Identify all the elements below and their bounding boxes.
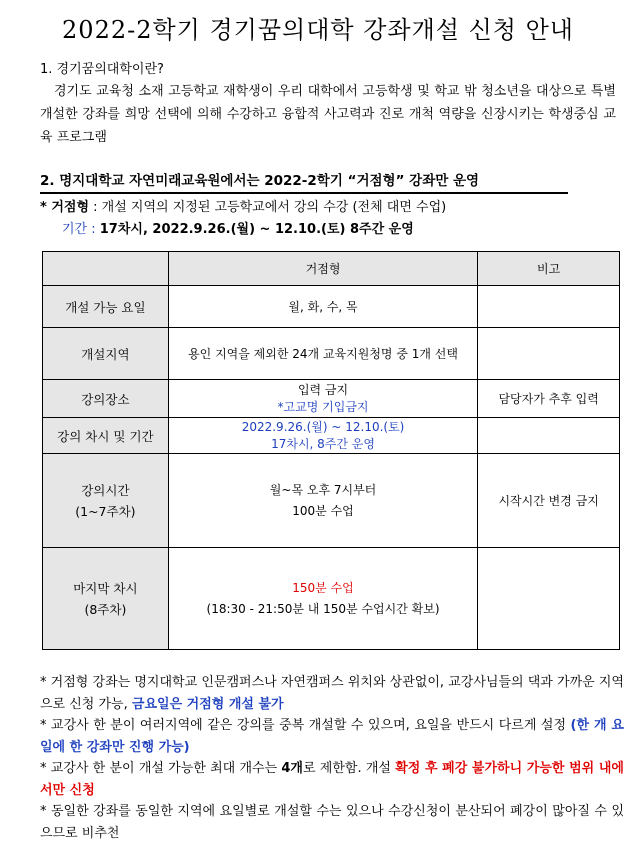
bullet-text: : 개설 지역의 지정된 고등학교에서 강의 수강 (전체 대면 수업) (89, 200, 447, 215)
note-text: * 동일한 강좌를 동일한 지역에 요일별로 개설할 수는 있으나 수강신청이 분산되어 폐강이 많아질 수 있으므로 비추천 (40, 804, 624, 841)
table-header-row (43, 252, 620, 286)
section1-body: 경기도 교육청 소재 고등학교 재학생이 우리 대학에서 고등학생 및 학교 밖 청소년을 대상으로 특별 개설한 강좌를 희망 선택에 의해 수강하고 융합적 사고력과 진로 개척 역량을 신장시키는 학생중심 교육 프로그램 (40, 84, 616, 145)
time-label-line1: 강의시간 (81, 482, 130, 498)
last-value-line2: (18:30 - 21:50분 내 150분 수업시간 확보) (206, 601, 440, 616)
row-value: 월, 화, 수, 목 (168, 286, 477, 328)
table-row (43, 418, 620, 454)
row-note: 시작시간 변경 금지 (478, 454, 620, 548)
time-label-line2: (1~7주차) (75, 503, 136, 519)
notes-list (40, 672, 624, 844)
header-col1: 거점형 (168, 252, 477, 286)
note-text: 로 제한함. 개설 (303, 761, 396, 776)
time-value-line1: 월~목 오후 7시부터 (269, 482, 377, 497)
row-value (168, 418, 477, 454)
row-label: 개설지역 (43, 328, 169, 380)
row-note (478, 418, 620, 454)
table-row (43, 454, 620, 548)
last-value-line1: 150분 수업 (292, 580, 354, 595)
section2-underline (40, 192, 568, 194)
note-emphasis-red: 확정 후 폐강 불가하니 가능한 범위 내에서만 신청 (40, 761, 624, 798)
note-text: * 거점형 강좌는 명지대학교 인문캠퍼스나 자연캠퍼스 위치와 상관없이, 교강사님들의 댁과 가까운 지역으로 신청 가능, (40, 675, 624, 712)
row-label: 개설 가능 요일 (43, 286, 169, 328)
table-row (43, 380, 620, 418)
last-label-line1: 마지막 차시 (73, 580, 138, 596)
row-note (478, 286, 620, 328)
row-value (168, 454, 477, 548)
header-col2: 비고 (478, 252, 620, 286)
table-row (43, 286, 620, 328)
place-value-line2: *고교명 기입금지 (277, 399, 369, 414)
last-label-line2: (8주차) (84, 601, 127, 617)
note-item (40, 801, 624, 844)
period-value: 17차시, 2022.9.26.(월) ~ 12.10.(토) 8주간 운영 (99, 222, 414, 237)
place-value-line1: 입력 금지 (297, 382, 349, 397)
period-line (62, 218, 414, 241)
section2-heading: 2. 명지대학교 자연미래교육원에서는 2022-2학기 “거점형” 강좌만 운영 (40, 173, 480, 189)
bullet-geojeom (40, 196, 446, 219)
note-text: * 교강사 한 분이 개설 가능한 최대 개수는 (40, 761, 282, 776)
row-label (43, 454, 169, 548)
table-row (43, 328, 620, 380)
note-emphasis: 금요일은 거점형 개설 불가 (131, 696, 284, 712)
table-row (43, 548, 620, 650)
course-table (42, 251, 620, 650)
row-note: 담당자가 추후 입력 (478, 380, 620, 418)
row-note (478, 328, 620, 380)
note-item (40, 758, 624, 801)
page-title: 2022-2학기 경기꿈의대학 강좌개설 신청 안내 (62, 16, 574, 44)
row-note (478, 548, 620, 650)
note-item (40, 672, 624, 715)
row-label (43, 548, 169, 650)
note-text: * 교강사 한 분이 여러지역에 같은 강의를 중복 개설할 수 있으며, 요일을 반드시 다르게 설정 (40, 718, 571, 733)
row-label: 강의장소 (43, 380, 169, 418)
section1-heading: 1. 경기꿈의대학이란? (40, 62, 164, 77)
note-emphasis: (한 개 요일에 한 강좌만 진행 가능) (40, 718, 624, 755)
note-item (40, 715, 624, 758)
period-value-line1: 2022.9.26.(월) ~ 12.10.(토) (241, 419, 405, 434)
row-value: 용인 지역을 제외한 24개 교육지원청명 중 1개 선택 (168, 328, 477, 380)
period-label: 기간 : (62, 222, 100, 237)
note-emphasis: 4개 (281, 761, 303, 776)
time-value-line2: 100분 수업 (292, 503, 354, 518)
row-value (168, 380, 477, 418)
bullet-label: * 거점형 (40, 200, 89, 215)
row-value (168, 548, 477, 650)
header-empty-cell (43, 252, 169, 286)
period-value-line2: 17차시, 8주간 운영 (271, 436, 375, 451)
row-label: 강의 차시 및 기간 (43, 418, 169, 454)
